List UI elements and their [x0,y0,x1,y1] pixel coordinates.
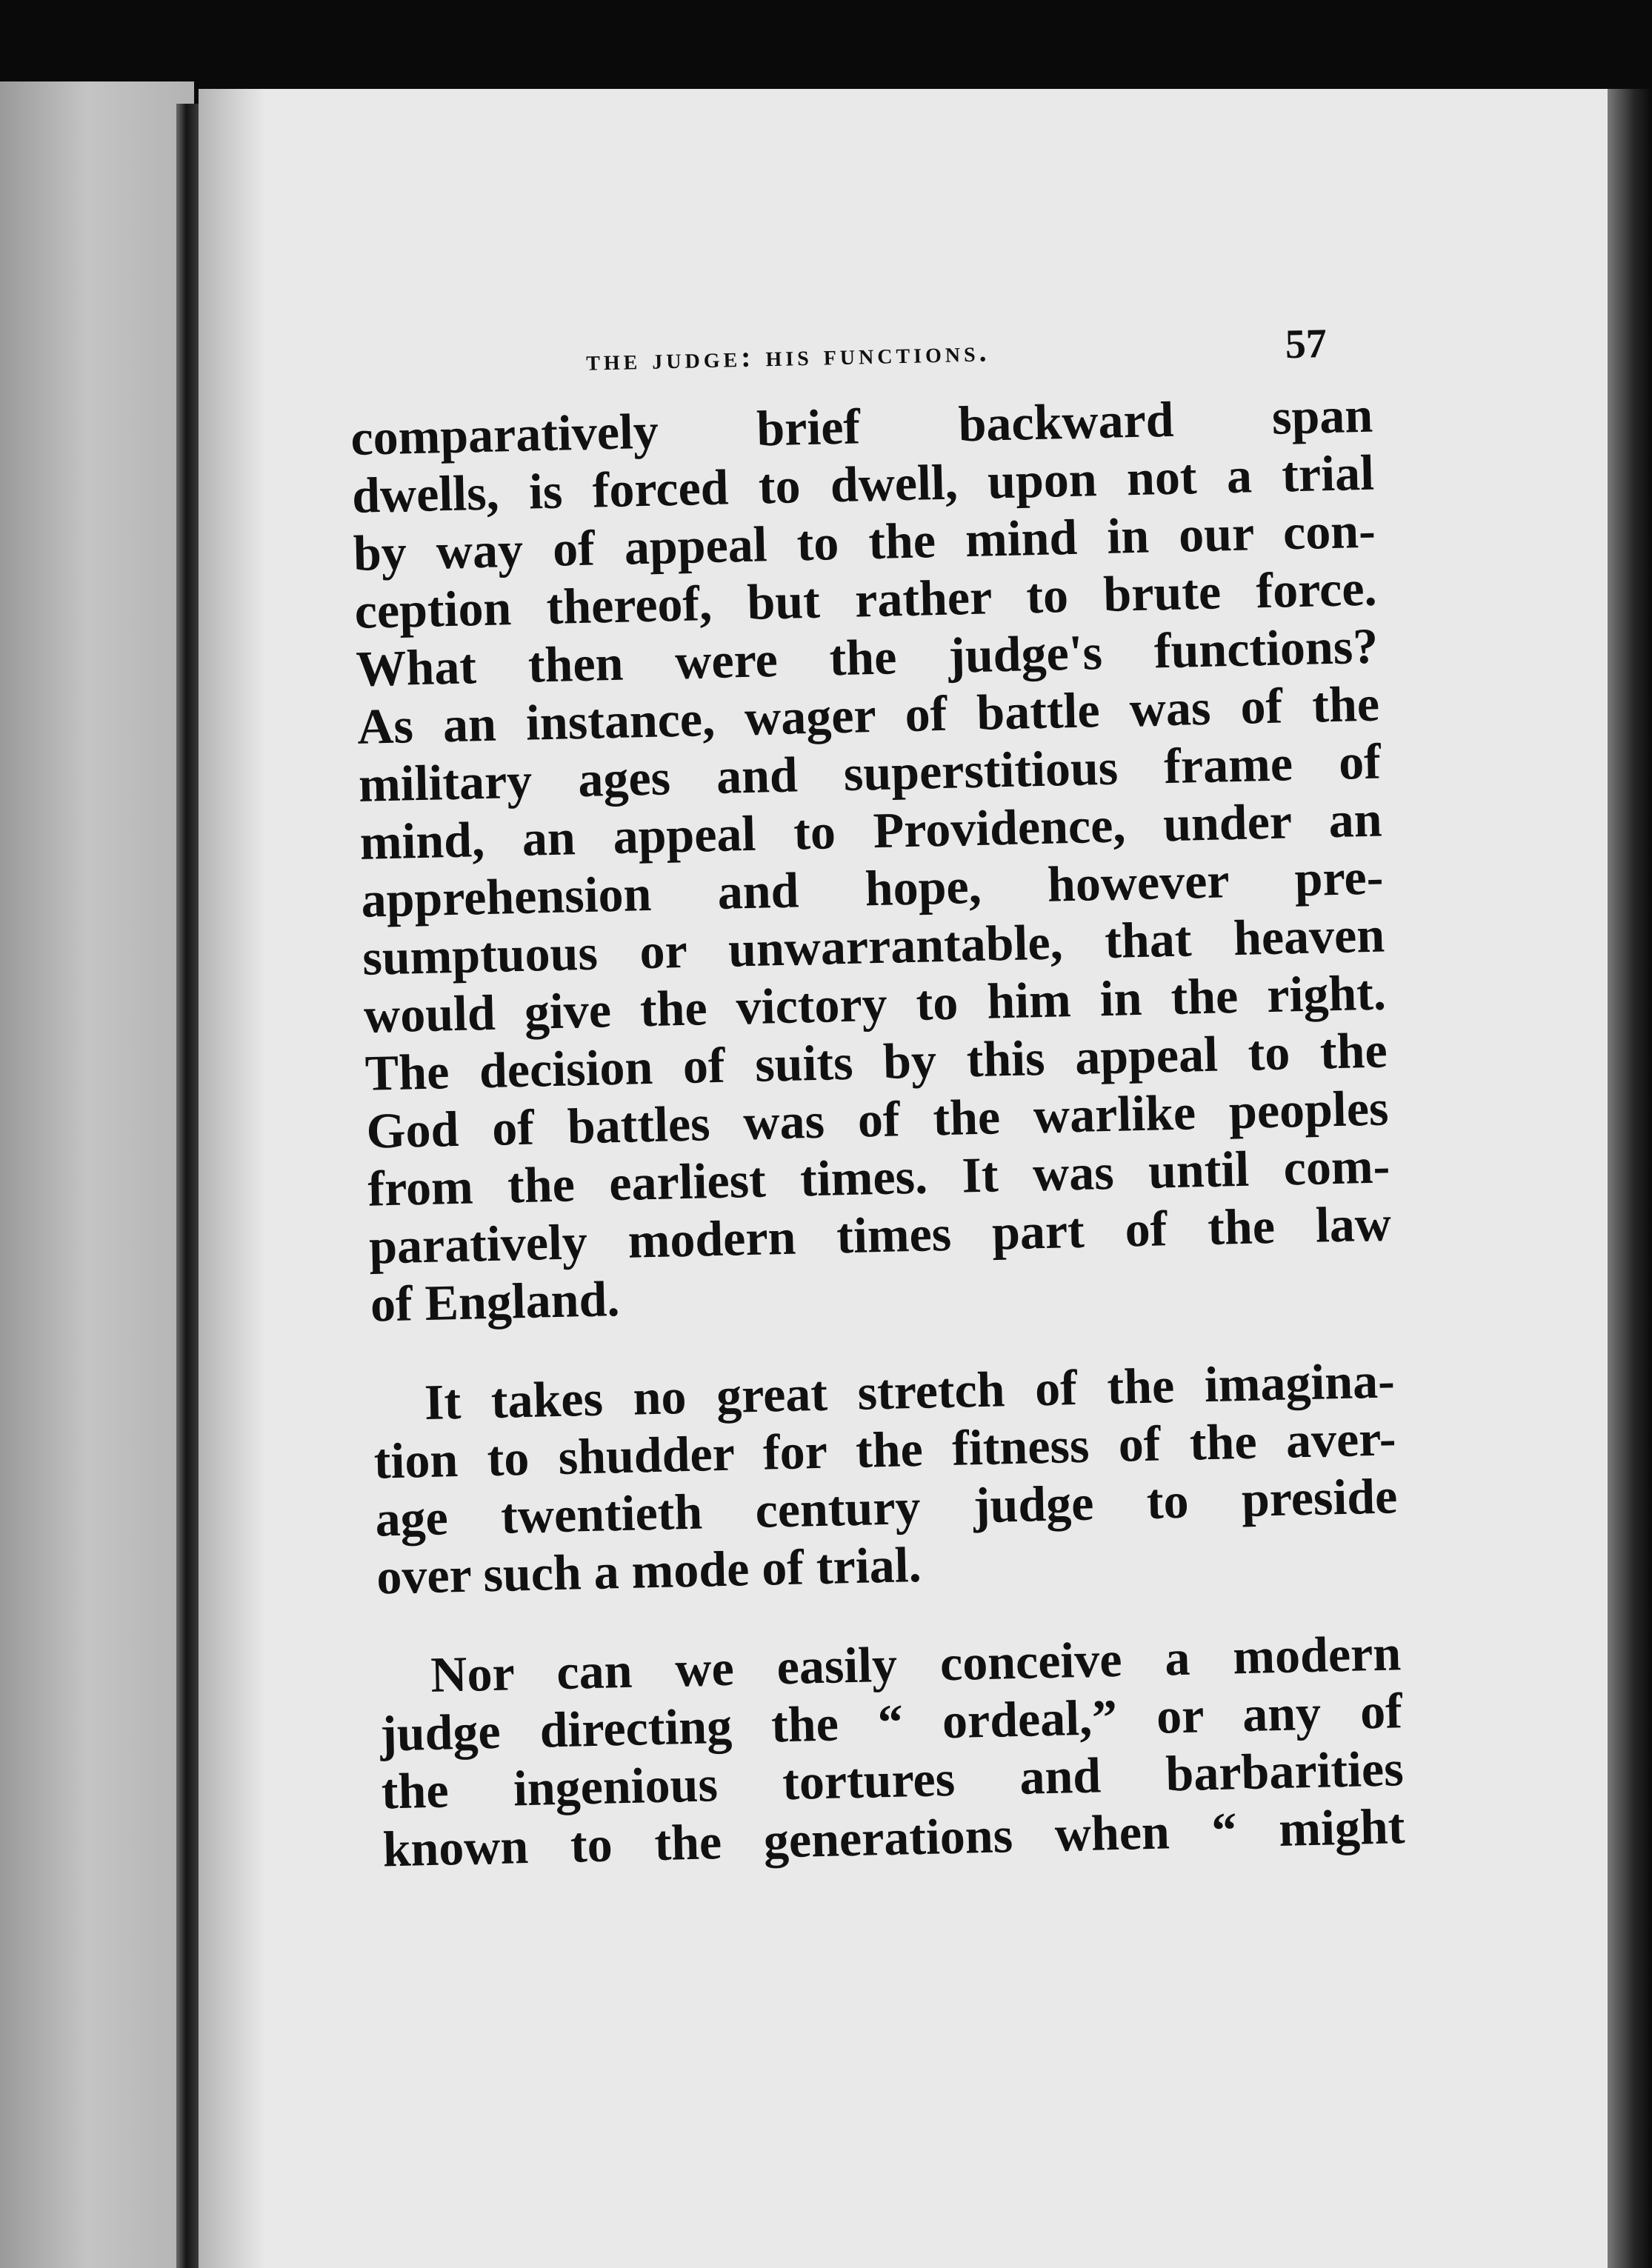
facing-page-edge [0,81,194,2268]
text-line: by way of appeal to the mind in our con- [353,501,1376,581]
page-right-edge [1608,89,1652,2268]
text-line: would give the victory to him in the right. [363,964,1387,1044]
paragraph-2 [372,1351,1399,1605]
text-line: military ages and superstitious frame of [358,733,1382,813]
text-line: apprehension and hope, however pre- [360,848,1385,928]
text-line: judge directing the “ ordeal,” or any of [379,1682,1403,1762]
text-line: tion to shudder for the fitness of the aver- [373,1410,1397,1490]
text-line: dwells, is forced to dwell, upon not a trial [351,444,1375,524]
text-line: comparatively brief backward span [350,386,1373,466]
paragraph-3 [378,1624,1405,1878]
text-line: age twentieth century judge to preside [374,1467,1399,1547]
text-line: paratively modern times part of the law [368,1195,1392,1275]
spine-shadow [199,89,265,2268]
page-text-block [348,303,1405,1878]
text-line: As an instance, wager of battle was of the [356,675,1380,755]
paragraph-1 [350,386,1393,1333]
text-line: ception thereof, but rather to brute force. [353,559,1378,639]
text-line: the ingenious tortures and barbarities [381,1740,1405,1820]
text-line: The decision of suits by this appeal to the [364,1021,1388,1101]
book-gutter [176,104,199,2268]
running-title: the judge: his functions. [585,334,991,377]
text-line: God of battles was of the warlike peoples [365,1079,1390,1159]
text-line: over such a mode of trial. [376,1535,922,1605]
text-line: Nor can we easily conceive a modern [430,1624,1402,1703]
text-line: known to the generations when “ might [382,1798,1406,1878]
text-line: mind, an appeal to Providence, under an [359,790,1383,870]
text-line: sumptuous or unwarrantable, that heaven [362,906,1385,986]
text-line: of England. [370,1270,621,1333]
page-number: 57 [1285,321,1328,368]
text-line: What then were the judge's functions? [355,617,1379,697]
text-line: It takes no great stretch of the imagina- [424,1352,1396,1431]
text-line: from the earliest times. It was until com- [367,1137,1390,1217]
